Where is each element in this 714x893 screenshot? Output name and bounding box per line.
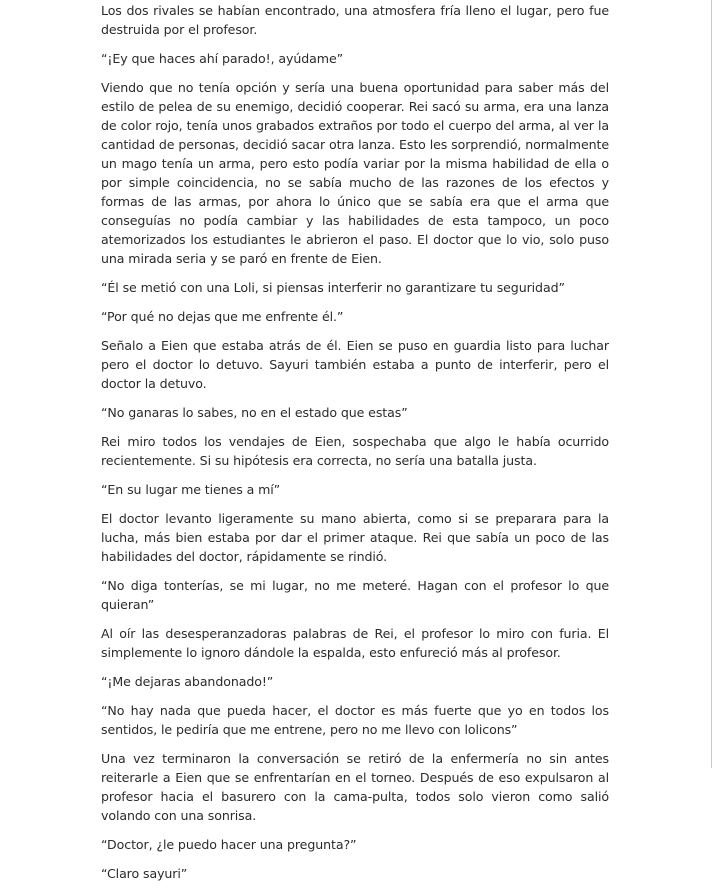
paragraph: “En su lugar me tienes a mí” bbox=[101, 482, 281, 497]
paragraph: “¡Me dejaras abandonado!” bbox=[101, 674, 274, 689]
paragraph: “Él se metió con una Loli, si piensas interferir no garantizare tu seguridad” bbox=[101, 280, 565, 295]
paragraph: “Por qué no dejas que me enfrente él.” bbox=[101, 309, 344, 324]
document-body bbox=[101, 1, 609, 893]
paragraph: “No ganaras lo sabes, no en el estado que estas” bbox=[101, 405, 408, 420]
paragraph: Los dos rivales se habían encontrado, una atmosfera fría lleno el lugar, pero fue destruida por el profesor. bbox=[101, 3, 609, 37]
paragraph: Señalo a Eien que estaba atrás de él. Eien se puso en guardia listo para luchar pero el doctor lo detuvo. Sayuri también estaba a punto de interferir, pero el doctor la detuvo. bbox=[101, 338, 609, 391]
paragraph: “No diga tonterías, se mi lugar, no me meteré. Hagan con el profesor lo que quieran” bbox=[101, 578, 609, 612]
paragraph: Al oír las desesperanzadoras palabras de Rei, el profesor lo miro con furia. El simplemente lo ignoro dándole la espalda, esto enfureció más al profesor. bbox=[101, 626, 609, 660]
paragraph: “No hay nada que pueda hacer, el doctor es más fuerte que yo en todos los sentidos, le pediría que me entrene, pero no me llevo con lolicons” bbox=[101, 703, 609, 737]
paragraph: “¡Ey que haces ahí parado!, ayúdame” bbox=[101, 51, 344, 66]
paragraph: “Claro sayuri” bbox=[101, 866, 188, 881]
paragraph: Viendo que no tenía opción y sería una buena oportunidad para saber más del estilo de pelea de su enemigo, decidió cooperar. Rei sacó su arma, era una lanza de color rojo, tenía unos grabados extraños por todo el cuerpo del arma, al ver la cantidad de personas, decidió sacar otra lanza. Esto les sorprendió, normalmente un mago tenía un arma, pero esto podía variar por la misma habilidad de ella o por simple coincidencia, no se sabía mucho de las razones de los efectos y formas de las armas, por ahora lo único que se sabía era que el arma que conseguías no podía cambiar y las habilidades de esta tampoco, un poco atemorizados los estudiantes le abrieron el paso. El doctor que lo vio, solo puso una mirada seria y se paró en frente de Eien. bbox=[101, 80, 609, 266]
page-edge-divider bbox=[711, 0, 712, 768]
paragraph: El doctor levanto ligeramente su mano abierta, como si se preparara para la lucha, más bien estaba por dar el primer ataque. Rei que sabía un poco de las habilidades del doctor, rápidamente se rindió. bbox=[101, 511, 609, 564]
paragraph: Rei miro todos los vendajes de Eien, sospechaba que algo le había ocurrido recientemente. Si su hipótesis era correcta, no sería una batalla justa. bbox=[101, 434, 609, 468]
paragraph: “Doctor, ¿le puedo hacer una pregunta?” bbox=[101, 837, 357, 852]
paragraph: Una vez terminaron la conversación se retiró de la enfermería no sin antes reiterarle a Eien que se enfrentarían en el torneo. Después de eso expulsaron al profesor hacia el basurero con la cama-pulta, todos solo vieron como salió volando con una sonrisa. bbox=[101, 751, 609, 823]
